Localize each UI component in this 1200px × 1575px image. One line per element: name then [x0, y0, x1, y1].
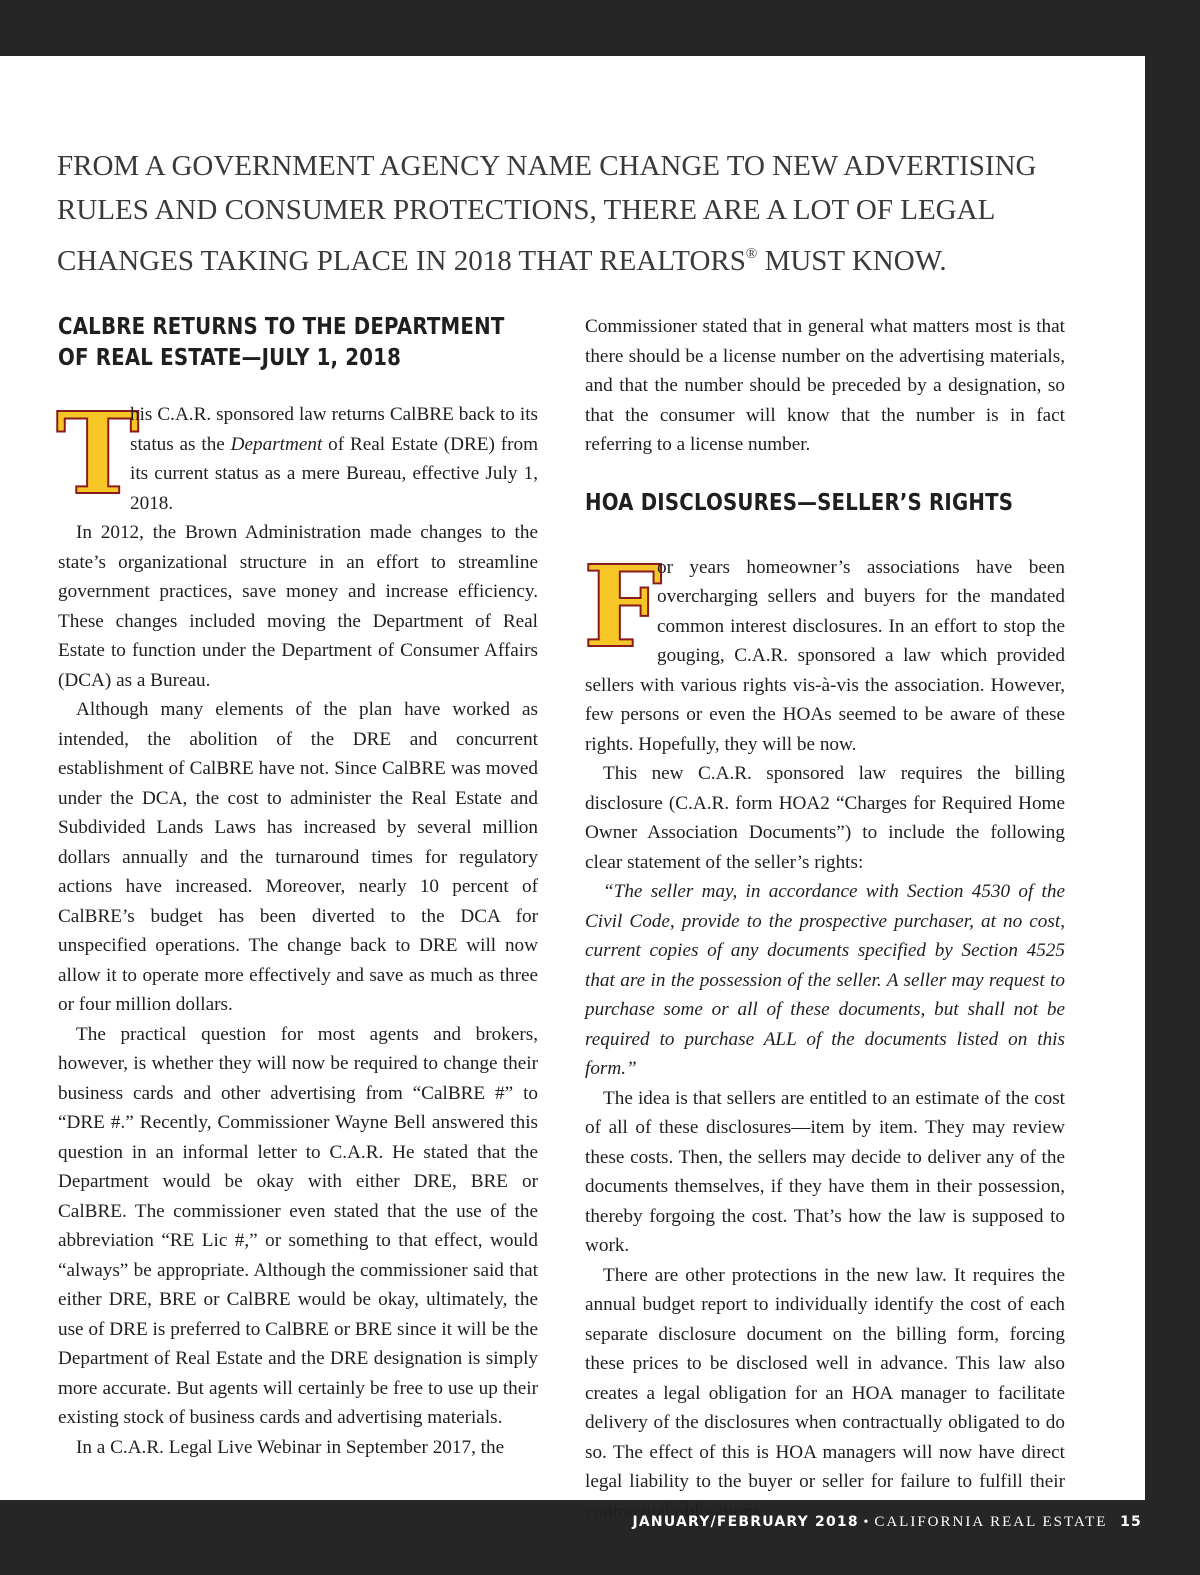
seller-rights-quote: “The seller may, in accordance with Section 4530 of the Civil Code, provide to the prospective purchaser, at no cost, current copies of any documents specified by Section 4525 that are in the possession of the seller. A seller may request to purchase some or all of these documents, but shall not be required to purchase ALL of the documents listed on this form.” — [585, 881, 1065, 1079]
footer-bullet: • — [863, 1515, 870, 1530]
paragraph-1-text-a: his C.A.R. sponsored law returns CalBRE back to its status as the — [130, 404, 538, 455]
hoa-paragraph-1-text: or years homeowner’s associations have been overcharging sellers and buyers for the mandated common interest disclosures. In an effort to stop the gouging, C.A.R. sponsored a law which provided sellers with various rights vis-à-vis the association. However, few persons or even the HOAs seemed to be aware of these rights. Hopefully, they will be now. — [585, 556, 1065, 755]
intro-tail: MUST KNOW. — [757, 245, 947, 277]
section-heading-calbre — [58, 312, 505, 374]
paragraph-2: In 2012, the Brown Administration made changes to the state’s organizational structure in an effort to streamline government practices, save money and increase efficiency. These changes included moving the Department of Real Estate to function under the Department of Consumer Affairs (DCA) as a Bureau. — [58, 522, 538, 691]
heading-line-2: OF REAL ESTATE—JULY 1, 2018 — [58, 345, 402, 371]
hoa-paragraph-1 — [583, 541, 1065, 760]
intro-text: FROM A GOVERNMENT AGENCY NAME CHANGE TO NEW ADVERTISING RULES AND CONSUMER PROTECTIONS, THERE ARE A LOT OF LEGAL CHANGES TAKING PLACE IN 2018 THAT REALTORS — [57, 150, 1037, 277]
section-heading-hoa: HOA DISCLOSURES—SELLER’S RIGHTS — [585, 489, 1014, 516]
publication-name: CALIFORNIA REAL ESTATE — [874, 1514, 1108, 1530]
paragraph-continued: Commissioner stated that in general what matters most is that there should be a license number on the advertising materials, and that the number should be preceded by a designation, so that the consumer will know that the number is in fact referring to a license number. — [585, 316, 1065, 455]
hoa-paragraph-2: This new C.A.R. sponsored law requires the billing disclosure (C.A.R. form HOA2 “Charges for Required Home Owner Association Documents”) to include the following clear statement of the seller’s rights: — [585, 763, 1065, 873]
paragraph-1-emphasis: Department — [230, 433, 323, 455]
page-footer — [632, 1514, 1142, 1531]
page-number: 15 — [1120, 1514, 1142, 1530]
paragraph-3: Although many elements of the plan have worked as intended, the abolition of the DRE and concurrent establishment of CalBRE have not. Since CalBRE was moved under the DCA, the cost to administer the Real Estate and Subdivided Lands Laws has increased by several million dollars annually and the turnaround times for regulatory actions have increased. Moreover, nearly 10 percent of CalBRE’s budget has been diverted to the DCA for unspecified operations. The change back to DRE will now allow it to operate more effectively and save as much as three or four million dollars. — [58, 699, 538, 1015]
right-column — [585, 312, 1065, 1526]
paragraph-1 — [56, 389, 538, 520]
paragraph-5: In a C.A.R. Legal Live Webinar in September 2017, the — [76, 1436, 505, 1458]
registered-mark: ® — [745, 246, 758, 262]
left-column — [58, 312, 538, 1462]
drop-cap-t: T — [56, 389, 140, 520]
drop-cap-f: F — [583, 541, 663, 673]
paragraph-4: The practical question for most agents and brokers, however, is whether they will now be required to change their business cards and other advertising from “CalBRE #” to “DRE #.” Recently, Commissioner Wayne Bell answered this question in an informal letter to C.A.R. He stated that the Department would be okay with either DRE, BRE or CalBRE. The commissioner even stated that the use of the abbreviation “RE Lic #,” or something to that effect, would “always” be appropriate. Although the commissioner said that either DRE, BRE or CalBRE would be okay, ultimately, the use of DRE is preferred to CalBRE or BRE since it will be the Department of Real Estate and the DRE designation is simply more accurate. But agents will certainly be free to use up their existing stock of business cards and advertising materials. — [58, 1023, 538, 1428]
hoa-paragraph-3: The idea is that sellers are entitled to an estimate of the cost of all of these disclosures—item by item. They may review these costs. Then, the sellers may decide to deliver any of the documents themselves, if they have them in their possession, thereby forgoing the cost. That’s how the law is supposed to work. — [585, 1087, 1065, 1256]
hoa-paragraph-4: There are other protections in the new law. It requires the annual budget report to individually identify the cost of each separate disclosure document on the billing form, forcing these prices to be disclosed well in advance. This law also creates a legal obligation for an HOA manager to facilitate delivery of the disclosures when contractually obligated to do so. The effect of this is HOA managers will now have direct legal liability to the buyer or seller for failure to fulfill their contractual obligations. — [585, 1264, 1065, 1522]
paragraph-1-text-b: of Real Estate (DRE) from its current status as a mere Bureau, effective July 1, 2018. — [130, 433, 538, 514]
issue-date: JANUARY/FEBRUARY 2018 — [632, 1514, 859, 1530]
heading-line-1: CALBRE RETURNS TO THE DEPARTMENT — [58, 314, 505, 340]
intro-deck — [57, 144, 1067, 283]
